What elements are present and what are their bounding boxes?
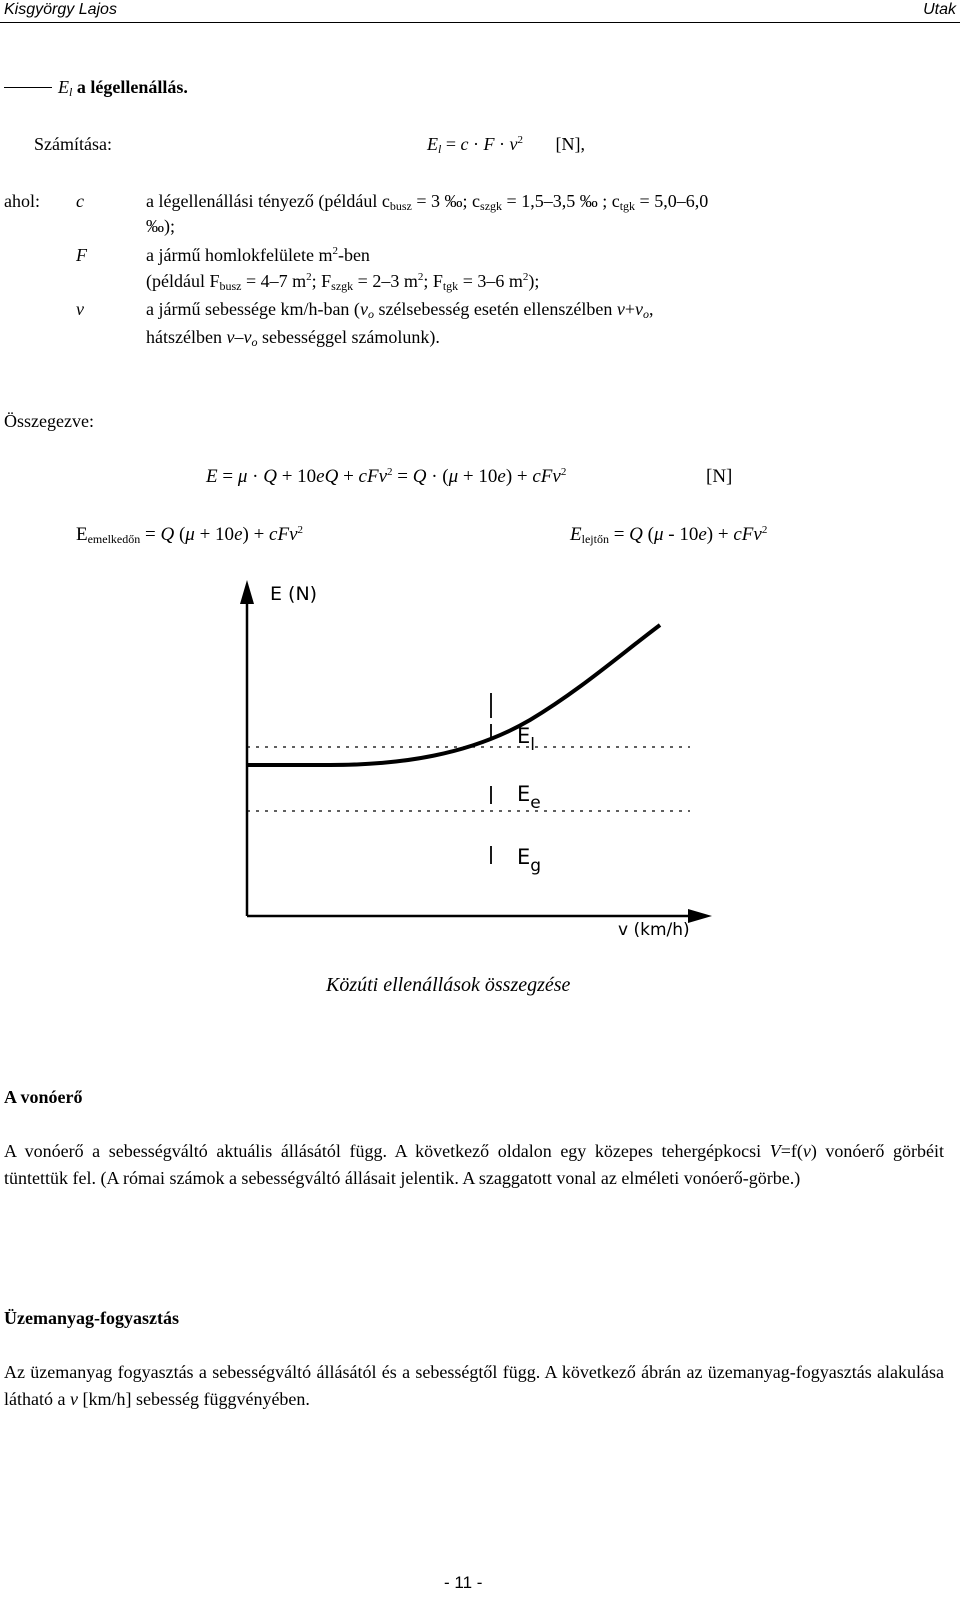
bullet-dash [4,87,52,88]
symbol-F: F [76,245,87,265]
air-resistance-formula: $E_l = c \cdot F \cdot v^2$ [N], [427,134,585,156]
label-air-resistance: $E_l$ [517,724,536,755]
total-resistance-unit: [N] [706,466,733,487]
label-rolling-resistance: $E_e$ [517,782,541,813]
traction-paragraph: A vonóerő a sebességváltó aktuális állásától függ. A következő oldalon egy közepes tehergépkocsi V=f(v) vonóerő görbéit tüntettük fel. (A római számok a sebességváltó állásait jelentik. A szaggatott vonal az elméleti vonóerő-görbe.) [4,1141,944,1188]
header-section: Utak [923,1,956,18]
air-resistance-bullet: $E_l$ a légellenállás. [4,76,188,98]
y-axis-arrow [240,580,254,604]
total-resistance-formula: E = μ · Q + 10eQ + cFv$^2$ = Q · (μ + 10e) + cFv$^2$ [206,466,567,487]
downhill-formula: $E_{lejtőn} = Q$ (μ - 10e) + cFv$^2$ [570,524,768,546]
traction-heading: A vonóerő [4,1087,83,1107]
label-grade-resistance: $E_g$ [517,845,542,876]
total-resistance-curve [247,625,660,765]
where-label: ahol: [4,191,40,211]
figure-caption: Közúti ellenállások összegzése [326,974,571,996]
definition-v-cont: hátszélben $v-v_o$ sebességgel számolunk). [146,327,440,349]
definition-c: a légellenállási tényező (például $c_{busz} = 3$ ‰; $c_{szgk} = 1,5-3,5$ ‰ ; $c_{tgk} = 5,0-6,0$ [146,191,709,213]
summary-label: Összegezve: [4,411,94,431]
symbol-v: v [76,299,84,319]
header-rule [0,22,960,23]
x-axis-label: v (km/h) [618,920,690,940]
y-axis-label: E (N) [270,583,318,605]
definition-c-cont: ‰); [146,216,175,236]
symbol-c: c [76,191,84,211]
x-axis-arrow [688,909,712,923]
page-number: - 11 - [444,1573,483,1592]
fuel-heading: Üzemanyag-fogyasztás [4,1308,179,1328]
page-header [0,0,960,22]
header-author: Kisgyörgy Lajos [4,1,117,18]
uphill-formula: $E_{emelkedőn} = Q$ (μ + 10e) + cFv$^2$ [76,524,304,546]
definition-v: a jármű sebessége km/h-ban ($v_o$ szélsebesség esetén ellenszélben $v+v_o$, [146,299,654,321]
definition-F-examples: (például $F_{busz} = 4-7$ $m^2$; $F_{szgk} = 2-3$ $m^2$; $F_{tgk} = 3-6$ $m^2$); [146,271,540,293]
resistance-diagram [0,560,960,980]
fuel-paragraph: Az üzemanyag fogyasztás a sebességváltó állásától és a sebességtől függ. A következő ábrán az üzemanyag-fogyasztás alakulása látható a v [km/h] sebesség függvényében. [4,1362,944,1409]
calc-label: Számítása: [34,134,112,154]
definition-F: a jármű homlokfelülete $m^2$-ben [146,245,370,265]
